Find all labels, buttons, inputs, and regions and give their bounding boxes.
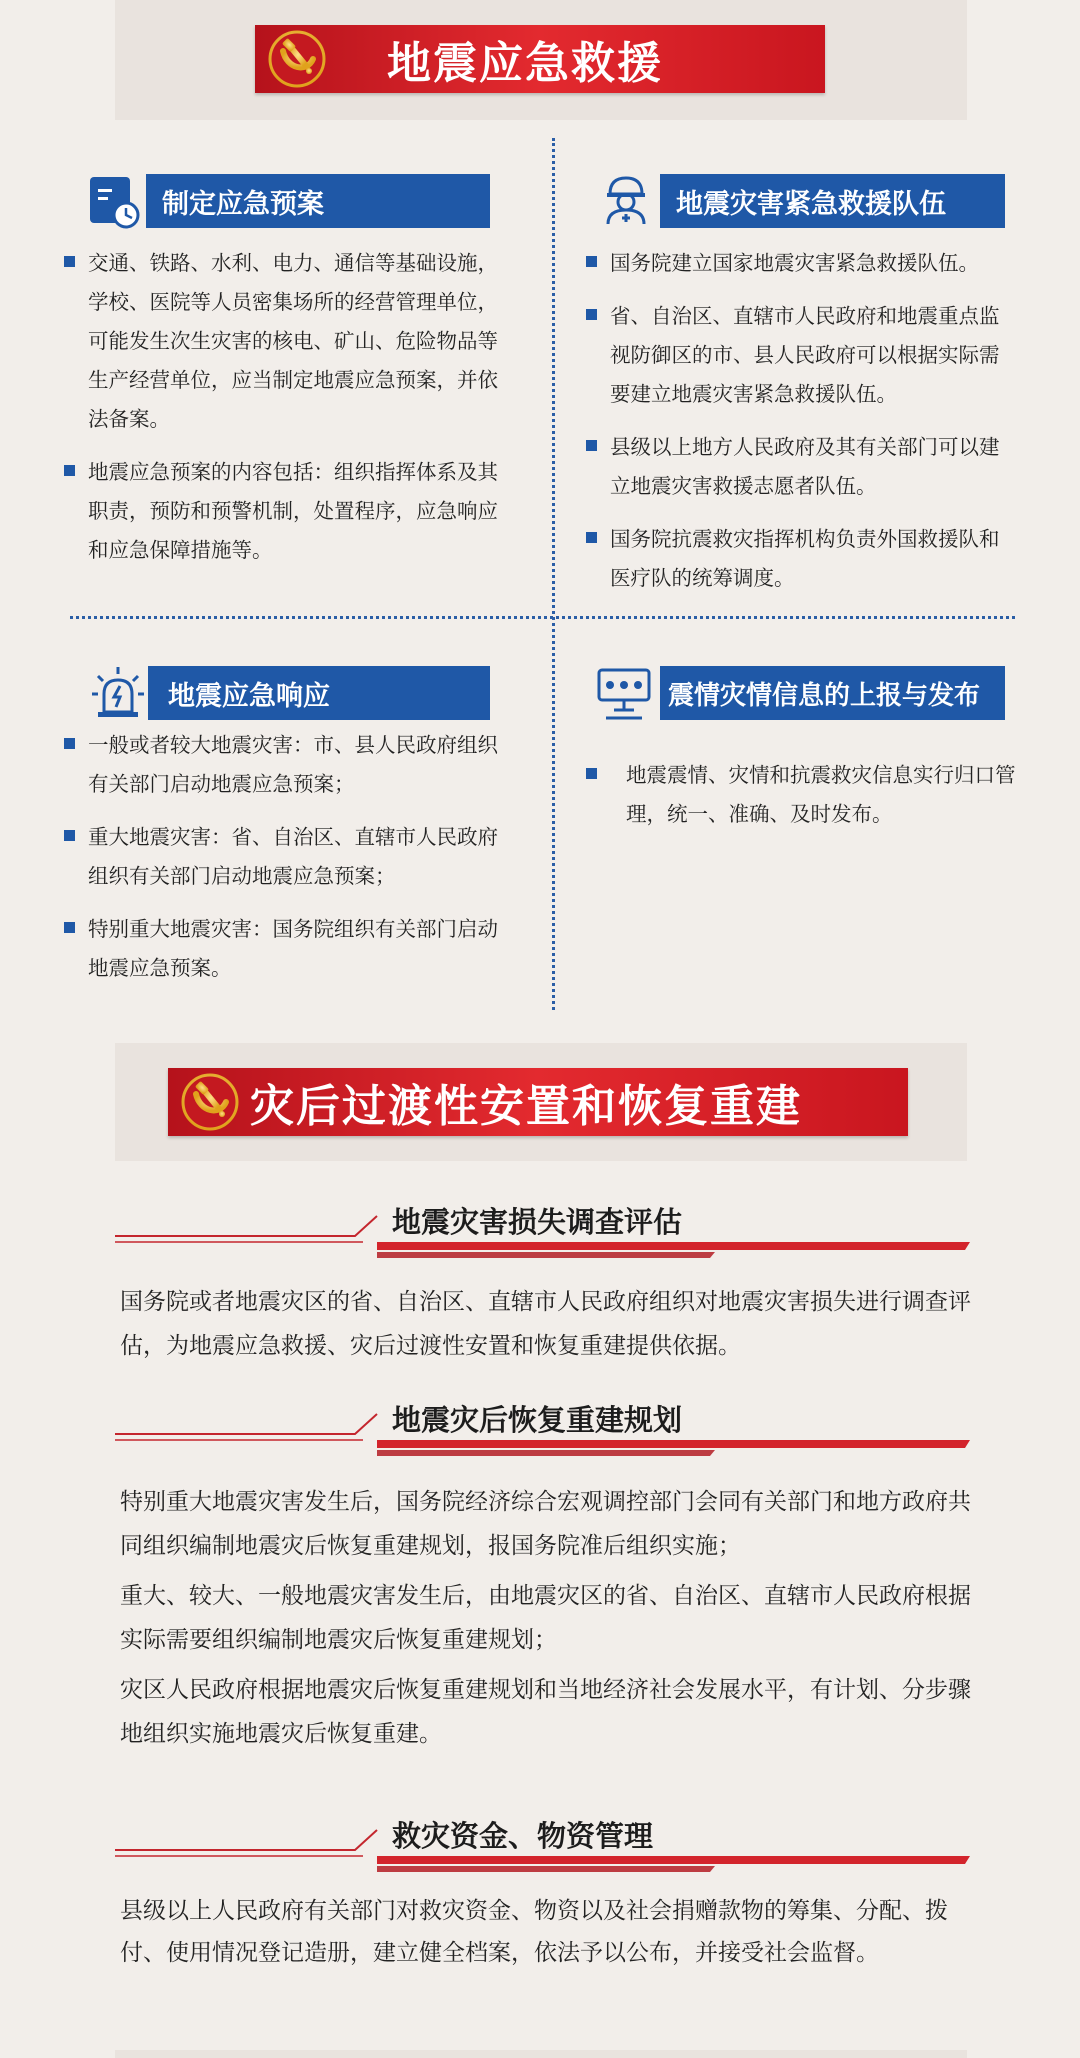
list-item-text: 重大地震灾害：省、自治区、直辖市人民政府组织有关部门启动地震应急预案； <box>88 825 498 888</box>
vertical-divider <box>552 138 555 1010</box>
list-item-text: 交通、铁路、水利、电力、通信等基础设施，学校、医院等人员密集场所的经营管理单位，可能发生次生灾害的核电、矿山、危险物品等生产经营单位，应当制定地震应急预案，并依法备案。 <box>88 251 498 431</box>
alarm-light-icon <box>90 664 146 720</box>
bullet-square-icon <box>586 256 597 267</box>
bullet-square-icon <box>64 922 75 933</box>
quadrant-heading-rescue-team <box>660 174 1005 228</box>
list-item <box>64 453 500 570</box>
quadrant-list-information <box>586 756 1016 848</box>
subsection-title: 地震灾害损失调查评估 <box>392 1205 683 1239</box>
list-item <box>586 244 1016 283</box>
bullet-square-icon <box>586 440 597 451</box>
bottom-band <box>115 2050 967 2058</box>
quadrant-heading-plan <box>146 174 490 228</box>
bullet-square-icon <box>586 768 597 779</box>
bullet-square-icon <box>64 738 75 749</box>
list-item-text: 地震震情、灾情和抗震救灾信息实行归口管理，统一、准确、及时发布。 <box>626 763 1016 826</box>
subsection-title: 地震灾后恢复重建规划 <box>392 1403 683 1437</box>
section1-title: 地震应急救援 <box>387 38 663 89</box>
list-item-text: 国务院建立国家地震灾害紧急救援队伍。 <box>610 251 979 275</box>
section2-title: 灾后过渡性安置和恢复重建 <box>250 1081 802 1132</box>
list-item-text: 省、自治区、直辖市人民政府和地震重点监视防御区的市、县人民政府可以根据实际需要建立地震灾害紧急救援队伍。 <box>610 304 1000 406</box>
paragraph: 特别重大地震灾害发生后，国务院经济综合宏观调控部门会同有关部门和地方政府共同组织编制地震灾后恢复重建规划，报国务院准后组织实施； <box>120 1489 971 1559</box>
section1-banner <box>255 25 825 93</box>
list-item-text: 地震应急预案的内容包括：组织指挥体系及其职责，预防和预警机制，处置程序，应急响应和应急保障措施等。 <box>88 460 498 562</box>
quadrant-list-rescue-team <box>586 244 1016 612</box>
paragraph: 国务院或者地震灾区的省、自治区、直辖市人民政府组织对地震灾害损失进行调查评估，为地震应急救援、灾后过渡性安置和恢复重建提供依据。 <box>120 1289 971 1359</box>
list-item <box>586 428 1016 506</box>
list-item <box>64 726 504 804</box>
section2-banner <box>168 1068 908 1136</box>
quadrant-heading-text: 震情灾情信息的上报与发布 <box>668 680 981 711</box>
subsection-body <box>120 1280 980 1368</box>
list-item <box>586 297 1016 414</box>
quadrant-heading-text: 地震灾害紧急救援队伍 <box>676 188 946 220</box>
quadrant-heading-text: 地震应急响应 <box>168 680 330 712</box>
quadrant-heading-information <box>660 666 1005 720</box>
list-item-text: 特别重大地震灾害：国务院组织有关部门启动地震应急预案。 <box>88 917 498 980</box>
quadrant-list-plan <box>64 244 500 584</box>
bullet-square-icon <box>64 830 75 841</box>
quadrant-heading-response <box>148 666 490 720</box>
party-emblem-icon <box>267 29 327 89</box>
broadcast-monitor-icon <box>596 666 652 722</box>
paragraph: 灾区人民政府根据地震灾后恢复重建规划和当地经济社会发展水平，有计划、分步骤地组织实施地震灾后恢复重建。 <box>120 1677 971 1747</box>
list-item <box>64 244 500 439</box>
quadrant-list-response <box>64 726 504 1002</box>
bullet-square-icon <box>64 465 75 476</box>
list-item-text: 县级以上地方人民政府及其有关部门可以建立地震灾害救援志愿者队伍。 <box>610 435 1000 498</box>
subsection-body <box>120 1890 980 1974</box>
paragraph: 县级以上人民政府有关部门对救灾资金、物资以及社会捐赠款物的筹集、分配、拨付、使用情况登记造册，建立健全档案，依法予以公布，并接受社会监督。 <box>120 1898 948 1966</box>
paragraph: 重大、较大、一般地震灾害发生后，由地震灾区的省、自治区、直辖市人民政府根据实际需要组织编制地震灾后恢复重建规划； <box>120 1583 971 1653</box>
list-item <box>64 818 504 896</box>
horizontal-divider <box>70 616 1015 619</box>
list-item-text: 一般或者较大地震灾害：市、县人民政府组织有关部门启动地震应急预案； <box>88 733 498 796</box>
party-emblem-icon <box>180 1072 240 1132</box>
bullet-square-icon <box>586 532 597 543</box>
list-item <box>586 520 1016 598</box>
bullet-square-icon <box>64 256 75 267</box>
list-item <box>586 756 1016 834</box>
quadrant-heading-text: 制定应急预案 <box>162 188 324 220</box>
subsection-body <box>120 1480 980 1756</box>
list-item <box>64 910 504 988</box>
document-clock-icon <box>86 173 142 229</box>
bullet-square-icon <box>586 309 597 320</box>
subsection-title: 救灾资金、物资管理 <box>392 1819 654 1853</box>
rescuer-helmet-icon <box>598 170 654 226</box>
list-item-text: 国务院抗震救灾指挥机构负责外国救援队和医疗队的统筹调度。 <box>610 527 1000 590</box>
